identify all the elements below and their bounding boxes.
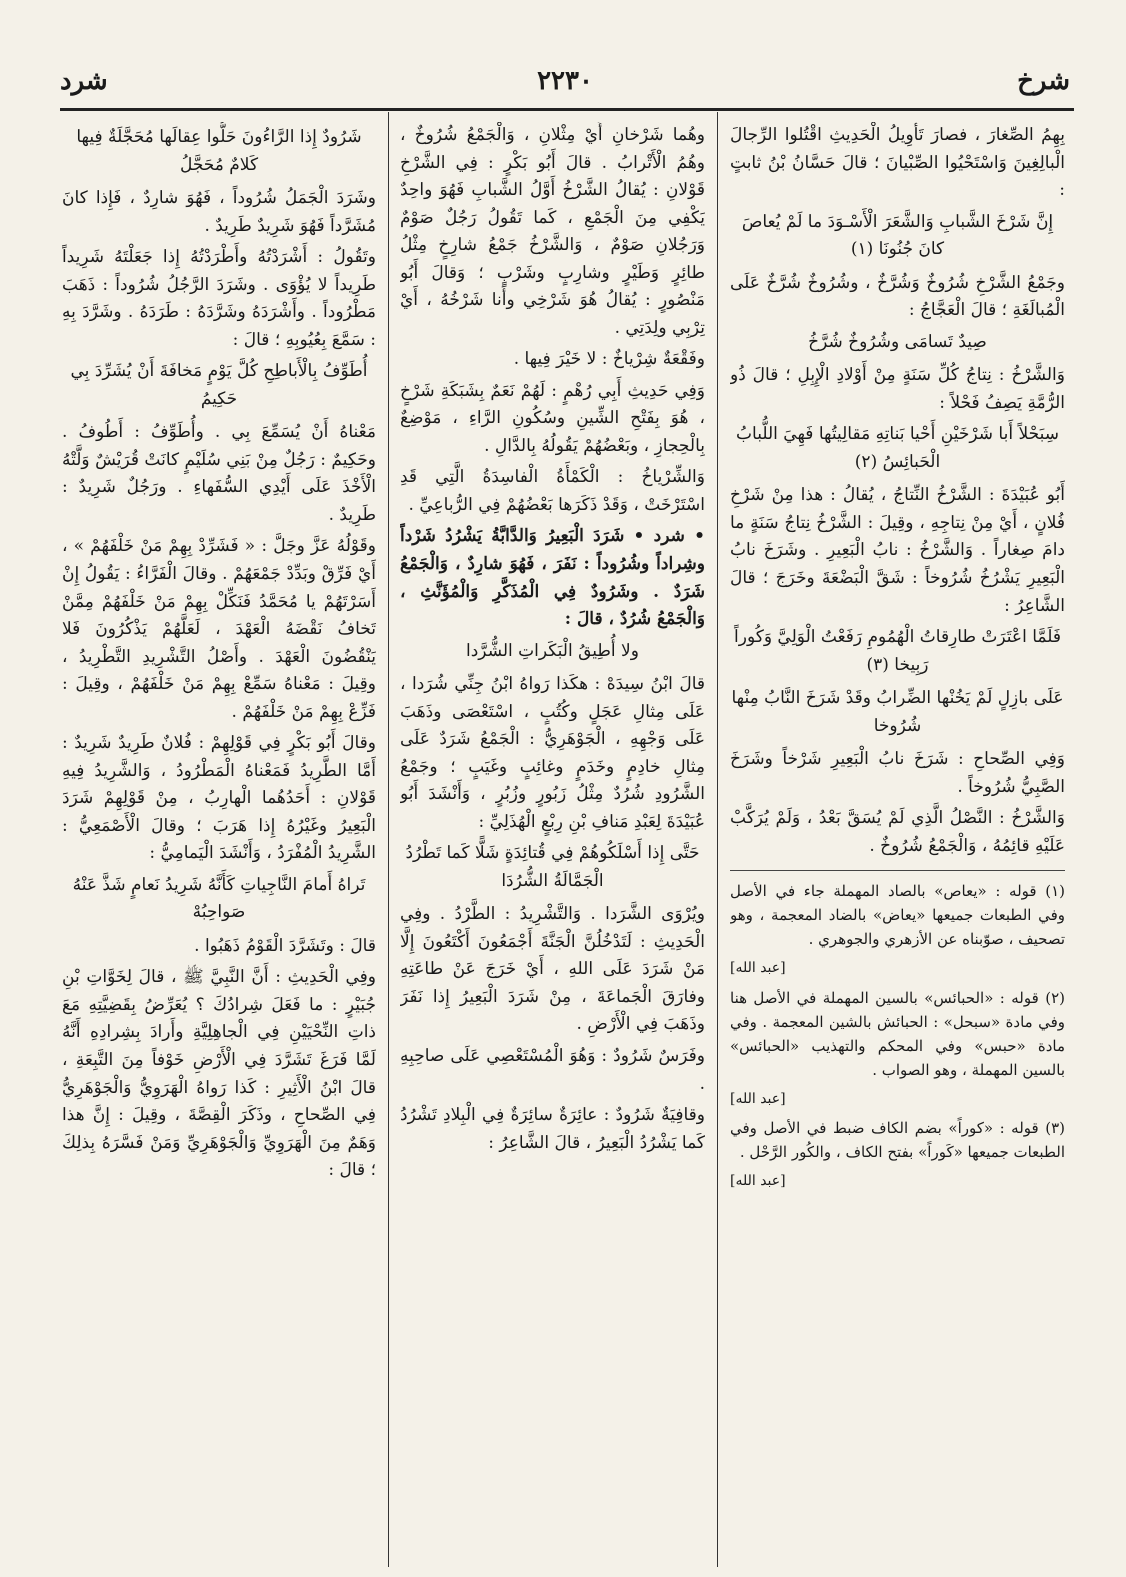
paragraph: وجَمْعُ الشَّرْخِ شُرُوخٌ وَشُرَّخٌ ، وشُرُوخٌ شُرَّخٌ عَلَى الْمُبالَغَةِ ؛ قالَ الْعَجَّاجُ :: [730, 272, 1065, 321]
verse: صِيدٌ تَسامَى وشُرُوخٌ شُرَّخُ: [808, 331, 987, 352]
paragraph: أَبُو عُبَيْدَةَ : الشَّرْخُ النِّتاجُ ، يُقالُ : هذا مِنْ شَرْخِ فُلانٍ ، أَيْ مِنْ نِتاجِهِ ، وقِيلَ : الشَّرْخُ نِتاجُ سَنَةٍ ما دامَ صِغاراً . وَالشَّرْخُ : نابُ الْبَعِيرِ . وشَرَخَ نابُ الْبَعِيرِ يَشْرُخُ شُرُوخاً : شَقَّ الْبَضْعَةَ وخَرَجَ ؛ قالَ الشَّاعِرُ :: [730, 485, 1065, 616]
page-number: ٢٢٣٠: [537, 66, 593, 96]
header-root-word-left: شرد: [60, 66, 108, 96]
footnote-1: (١) قوله : «يعاص» بالصاد المهملة جاء في الأصل وفي الطبعات جميعها «يعاض» بالضاد المعجمة ، وهو تصحيف ، صوّبناه عن الأزهري والجوهري .: [730, 882, 1065, 949]
paragraph: وفَقْعَةٌ شِرْياخٌ : لا خَيْرَ فِيها .: [513, 349, 705, 370]
header-rule: [60, 108, 1074, 111]
footnote-signature: [عبد الله]: [730, 1173, 786, 1190]
paragraph: وفِي الْحَدِيثِ : أَنَّ النَّبِيَّ ﷺ ، قالَ لِخَوَّاتِ بْنِ جُبَيْرٍ : ما فَعَلَ شِرادُكَ ؟ يُعَرِّضُ بِقَضِيَّتِهِ مَعَ ذاتِ النِّحْيَيْنِ فِي الْجاهِلِيَّةِ وأَرادَ بِشِرادِهِ أَنَّهُ لَمَّا فَرَغَ تَشَرَّدَ فِي الْأَرْضِ خَوْفاً مِنَ التَّبِعَةِ ، قالَ ابْنُ الْأَثِيرِ : كَذا رَواهُ الْهَرَوِيُّ وَالْجَوْهَرِيُّ فِي الصِّحاحِ ، وذَكَرَ الْقِصَّةَ ، وقِيلَ : إِنَّ هذا وَهَمٌ مِنَ الْهَرَوِيِّ وَالْجَوْهَرِيِّ وَمَنْ فَسَّرَهُ بِذلِكَ ؛ قالَ :: [62, 967, 376, 1181]
paragraph: بِهِمُ الصِّغارَ ، فصارَ تَأْوِيلُ الْحَدِيثِ اقْتُلوا الرِّجالَ الْبالِغِينَ وَاسْتَحْيُوا الصِّبْيانَ ؛ قالَ حَسَّانُ بْنُ ثابتٍ :: [730, 125, 1065, 201]
paragraph: مَعْناهُ أَنْ يُسَمِّعَ بِي . وأُطَوِّفُ : أَطُوفُ . وحَكِيمٌ : رَجُلٌ مِنْ بَنِي سُلَيْمٍ كانَتْ قُرَيْشٌ وَلَّتْهُ الْأَخْذَ عَلَى أَيْدِي السُّفَهاءِ . ورَجُلٌ شَرِيدٌ : طَرِيدٌ .: [62, 422, 376, 525]
column-divider-left: [388, 112, 389, 1567]
verse: شَرُودٌ إِذا الرَّاءُونَ حَلُّوا عِقالَها مُحَجَّلَةٌ فِيها كَلامٌ مُحَجَّلُ: [76, 127, 362, 175]
paragraph: وتَقُولُ : أَشْرَدْتُهُ وأَطْرَدْتُهُ إِذا جَعَلْتَهُ شَرِيداً طَرِيداً لا يُؤْوَى . وشَرَدَ الرَّجُلُ شُرُوداً : ذَهَبَ مَطْرُوداً . وأَشْرَدَهُ وشَرَّدَهُ : طَرَدَهُ . وشَرَّدَ بِهِ : سَمَّعَ بِعُيُوبِهِ ؛ قالَ :: [62, 247, 376, 350]
paragraph: وفَرَسٌ شَرُودٌ : وَهُوَ الْمُسْتَعْصِي عَلَى صاحِبِهِ .: [400, 1046, 705, 1094]
column-middle: [400, 122, 705, 1562]
paragraph: وهُما شَرْخانِ أَيْ مِثْلانِ ، وَالْجَمْعُ شُرُوخٌ ، وهُمُ الْأَتْرابُ . قالَ أَبُو بَكْرٍ : فِي الشَّرْخِ قَوْلانِ : يُقالُ الشَّرْخُ أَوَّلُ الشَّبابِ فَهُوَ واحِدٌ يَكْفِي مِنَ الْجَمْعِ ، كَما تَقُولُ رَجُلٌ صَوْمٌ وَرَجُلانِ صَوْمٌ ، وَالشَّرْخُ جَمْعُ شارِخٍ مِثْلُ طائِرٍ وَطَيْرٍ وشارِبٍ وشَرْبٍ ؛ وَقالَ أَبُو مَنْصُورٍ : يُقالُ هُوَ شَرْخِي وأَنا شَرْخُهُ ، أَيْ تِرْبِي ولِدَتِي .: [400, 125, 705, 338]
paragraph: وَالشَّرْخُ : النَّصْلُ الَّذِي لَمْ يُسَقَّ بَعْدُ ، وَلَمْ يُرَكَّبْ عَلَيْهِ قائِمُهُ ، وَالْجَمْعُ شُرُوخٌ .: [730, 808, 1065, 856]
paragraph: قالَ ابْنُ سِيدَهْ : هكَذا رَواهُ ابْنُ جِنِّي شُرَدا ، عَلَى مِثالِ عَجَلٍ وكُتُبٍ ، اسْتَعْصَى وذَهَبَ عَلَى وَجْهِهِ ، الْجَوْهَرِيُّ : الْجَمْعُ شَرَدٌ عَلَى مِثالِ خادِمٍ وخَدَمٍ وغائِبٍ وغَيَبٍ ؛ وجَمْعُ الشَّرُودِ شُرُدٌ مِثْلُ زَبُورٍ وزُبُرٍ ، وَأَنْشَدَ أَبُو عُبَيْدَةَ لِعَبْدِ مَنافِ بْنِ رِبْعٍ الْهُذَلِيِّ :: [400, 674, 705, 832]
paragraph: وَفِي حَدِيثِ أَبِي رُهْمٍ : لَهُمْ نَعَمٌ بِشَبَكَةِ شَرْخٍ ، هُوَ بِفَتْحِ الشِّينِ وسُكُونِ الرَّاءِ ، مَوْضِعٌ بِالْحِجازِ ، وبَعْضُهُمْ يَقُولُهُ بِالدَّالِ .: [400, 380, 705, 456]
footnote-signature: [عبد الله]: [730, 960, 786, 977]
paragraph: وَالشِّرْياخُ : الْكَمْأَةُ الْفاسِدَةُ الَّتِي قَدِ اسْتَرْخَتْ ، وَقَدْ ذَكَرَها بَعْضُهُمْ فِي الرُّباعِيِّ .: [400, 467, 705, 515]
column-left: [62, 122, 376, 1562]
paragraph: وَفِي الصِّحاحِ : شَرَخَ نابُ الْبَعِيرِ شَرْخاً وشَرَخَ الصَّبِيُّ شُرُوخاً .: [730, 749, 1065, 797]
verse: أُطَوِّفُ بِالْأَباطِحِ كُلَّ يَوْمٍ مَخافَةَ أَنْ يُشَرِّدَ بِي حَكِيمُ: [70, 361, 368, 409]
verse: حَتَّى إِذا أَسْلَكُوهُمْ فِي قُتائِدَةٍ شَلًّا كَما تَطْرُدُ الْجَمَّالَةُ الشُّرُدَا: [405, 843, 700, 891]
verse: إِنَّ شَرْخَ الشَّبابِ وَالشَّعَرَ الْأَسْـوَدَ ما لَمْ يُعاصَ كانَ جُنُونَا (١): [741, 211, 1054, 260]
footnote-3: (٣) قوله : «كوراً» بضم الكاف ضبط في الأصل وفي الطبعات جميعها «كَوراً» بفتح الكاف ، والكُور الرَّحْل .: [730, 1119, 1065, 1162]
footnotes: [730, 870, 1065, 1192]
entry-heading-paragraph: • شرد • شَرَدَ الْبَعِيرُ وَالدَّابَّةُ يَشْرُدُ شَرْداً وشِراداً وشُرُوداً : نَفَرَ ، فَهُوَ شارِدٌ ، وَالْجَمْعُ شَرَدٌ . وشَرُودٌ فِي الْمُذَكَّرِ وَالْمُؤَنَّثِ ، وَالْجَمْعُ شُرُدٌ ، قالَ :: [400, 526, 705, 630]
verse: تَراهُ أَمامَ النَّاجِياتِ كَأَنَّهُ شَرِيدُ نَعامٍ شَذَّ عَنْهُ صَواحِبُهْ: [72, 874, 366, 923]
verse: ولا أُطِيقُ الْبَكَراتِ الشُّرَّدا: [466, 640, 639, 661]
paragraph: وَالشَّرْخُ : نِتاجُ كُلِّ سَنَةٍ مِنْ أَوْلادِ الْإِبِلِ ؛ قالَ ذُو الرُّمَّةِ يَصِفُ فَحْلاً :: [730, 365, 1065, 413]
paragraph: قالَ : وتَشَرَّدَ الْقَوْمُ ذَهَبُوا .: [194, 935, 376, 956]
verse: عَلَى بازِلٍ لَمْ يَخُنْها الضِّرابُ وقَدْ شَرَخَ النَّابُ مِنْها شُرُوخا: [731, 688, 1064, 736]
verse: سِبَحْلاً أَبا شَرْخَيْنِ أَحْيا بَناتِهِ مَقالِيتُها فَهِيَ اللُّبابُ الْحَبائِسُ (٢): [736, 424, 1059, 472]
paragraph: وشَرَدَ الْجَمَلُ شُرُوداً ، فَهُوَ شارِدٌ ، فَإِذا كانَ مُشَرَّداً فَهُوَ شَرِيدٌ طَرِيدٌ .: [62, 188, 376, 236]
footnote-2: (٢) قوله : «الحبائس» بالسين المهملة في الأصل هنا وفي مادة «سبحل» : الحبائش بالشين المعجمة . وفي مادة «حبس» وفي المحكم والتهذيب «الحبائس» بالسين المهملة ، وهو الصواب .: [730, 988, 1065, 1079]
footnote-signature: [عبد الله]: [730, 1090, 786, 1107]
paragraph: وقالَ أَبُو بَكْرٍ فِي قَوْلِهِمْ : فُلانٌ طَرِيدٌ شَرِيدٌ : أَمَّا الطَّرِيدُ فَمَعْناهُ الْمَطْرُودُ ، وَالشَّرِيدُ فِيهِ قَوْلانِ : أَحَدُهُما الْهارِبُ ، مِنْ قَوْلِهِمْ شَرَدَ الْبَعِيرُ وغَيْرُهُ إِذا هَرَبَ ؛ وقالَ الْأَصْمَعِيُّ : الشَّرِيدُ الْمُفْرَدُ ، وَأَنْشَدَ الْيَمامِيُّ :: [62, 733, 376, 864]
header-root-word-right: شرخ: [1017, 66, 1070, 96]
paragraph: ويُرْوَى الشَّرَدا . وَالتَّشْرِيدُ : الطَّرْدُ . وفِي الْحَدِيثِ : لَتَدْخُلُنَّ الْجَنَّةَ أَجْمَعُونَ أَكْتَعُونَ إِلَّا مَنْ شَرَدَ عَلَى اللهِ ، أَيْ خَرَجَ عَنْ طاعَتِهِ وفارَقَ الْجَماعَةَ ، مِنْ شَرَدَ الْبَعِيرُ إِذا نَفَرَ وذَهَبَ فِي الْأَرْضِ .: [400, 904, 705, 1035]
page-header: [60, 62, 1070, 102]
paragraph: وقافِيَةٌ شَرُودٌ : عائِرَةٌ سائِرَةٌ فِي الْبِلادِ تَشْرُدُ كَما يَشْرُدُ الْبَعِيرُ ، قالَ الشَّاعِرُ :: [400, 1105, 705, 1153]
paragraph: وقَوْلُهُ عَزَّ وجَلَّ : « فَشَرِّدْ بِهِمْ مَنْ خَلْفَهُمْ » ، أَيْ فَرِّقْ وبَدِّدْ جَمْعَهُمْ . وقالَ الْفَرَّاءُ : يَقُولُ إِنْ أَسَرْتَهُمْ يا مُحَمَّدُ فَنَكِّلْ بِهِمْ مَنْ خَلْفَهُمْ مِمَّنْ تَخافُ نَقْضَهُ الْعَهْدَ ، لَعَلَّهُمْ يَذْكُرُونَ فَلا يَنْقُضُونَ الْعَهْدَ . وأَصْلُ التَّشْرِيدِ التَّطْرِيدُ ، وقِيلَ : مَعْناهُ سَمِّعْ بِهِمْ مَنْ خَلْفَهُمْ ، وقِيلَ : فَزِّعْ بِهِمْ مَنْ خَلْفَهُمْ .: [62, 536, 376, 722]
verse: فَلَمَّا اعْتَرَتْ طارِقاتُ الْهُمُومِ رَفَعْتُ الْوَلِيَّ وَكُوراً رَبِيخا (٣): [734, 627, 1061, 675]
column-divider-right: [717, 112, 718, 1567]
column-right: [730, 122, 1065, 1562]
